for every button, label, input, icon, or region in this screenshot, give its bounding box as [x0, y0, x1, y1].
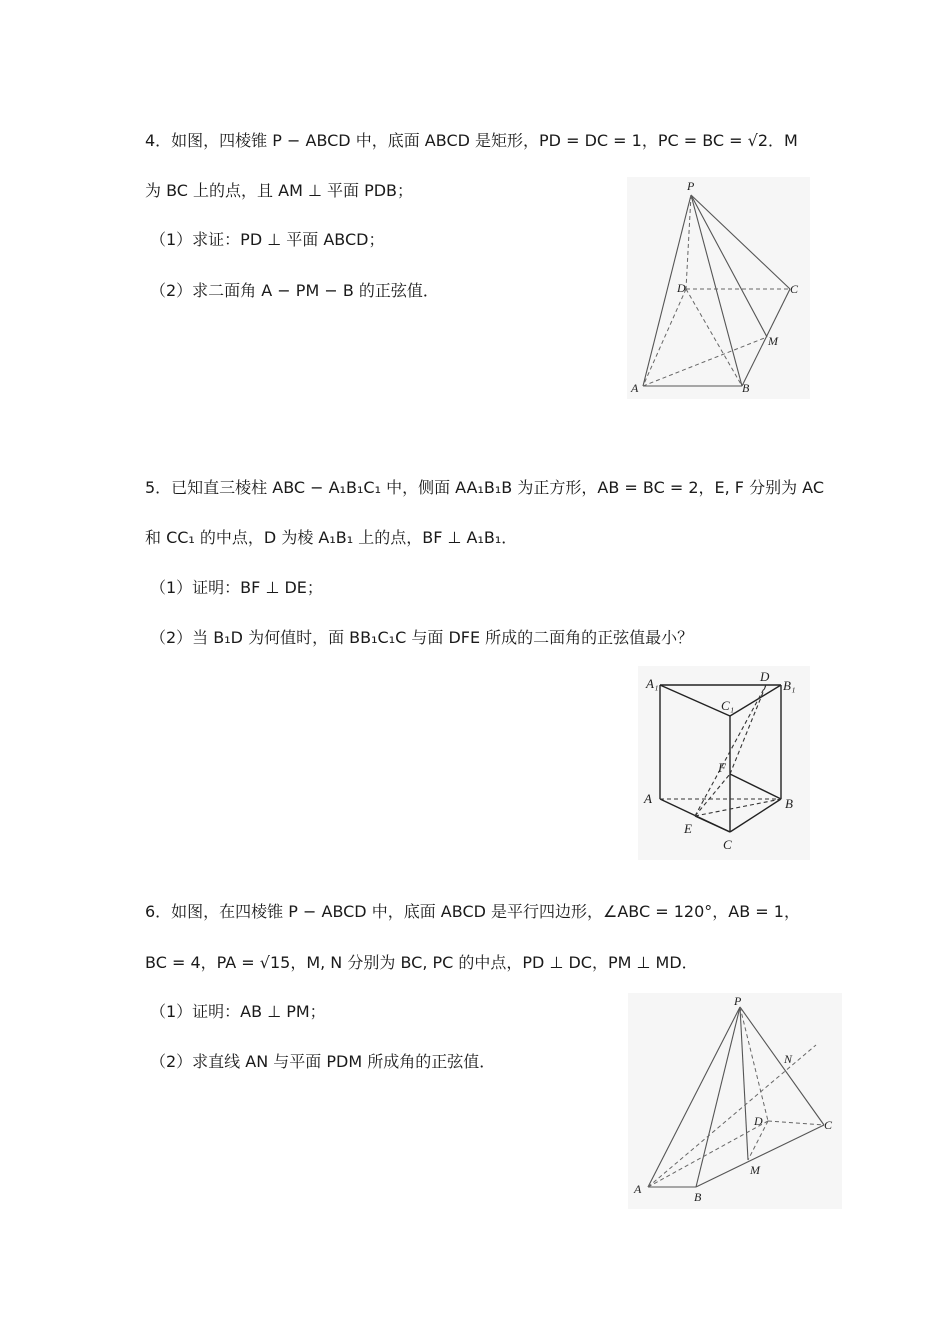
problem-4-part-1: （1）求证：PD ⊥ 平面 ABCD；: [150, 230, 385, 249]
label-A: A: [644, 791, 652, 806]
label-C: C: [824, 1118, 833, 1132]
problem-6-line-1: 6．如图，在四棱锥 P − ABCD 中，底面 ABCD 是平行四边形，∠ABC = 120°，AB = 1，: [145, 902, 800, 921]
label-C: C: [790, 282, 799, 296]
label-N: N: [784, 1052, 793, 1066]
problem-4-line-1: 4．如图，四棱锥 P − ABCD 中，底面 ABCD 是矩形，PD = DC = 1，PC = BC = √2．M: [145, 131, 798, 150]
label-C1: C₁: [721, 698, 735, 713]
label-A1: A₁: [646, 676, 659, 691]
label-A: A: [634, 1182, 642, 1196]
label-M: M: [768, 334, 778, 348]
problem-6-part-2: （2）求直线 AN 与平面 PDM 所成角的正弦值．: [150, 1052, 496, 1071]
problem-5-line-1: 5．已知直三棱柱 ABC − A₁B₁C₁ 中，侧面 AA₁B₁B 为正方形，AB = BC = 2，E, F 分别为 AC: [145, 478, 824, 497]
problem-4-line-2: 为 BC 上的点，且 AM ⊥ 平面 PDB；: [145, 181, 414, 200]
figure-pyramid-6: [628, 993, 842, 1209]
label-D: D: [677, 281, 686, 295]
label-B: B: [742, 381, 750, 395]
problem-6-line-2: BC = 4，PA = √15，M, N 分别为 BC, PC 的中点，PD ⊥ DC，PM ⊥ MD．: [145, 953, 698, 972]
label-B1: B₁: [783, 678, 796, 693]
label-D: D: [754, 1114, 763, 1128]
problem-4-part-2: （2）求二面角 A − PM − B 的正弦值．: [150, 281, 439, 300]
problem-6-part-1: （1）证明：AB ⊥ PM；: [150, 1002, 326, 1021]
label-P: P: [687, 179, 695, 193]
label-E: E: [684, 821, 692, 836]
label-P: P: [734, 994, 742, 1008]
problem-5-part-1: （1）证明：BF ⊥ DE；: [150, 578, 323, 597]
label-M: M: [750, 1163, 760, 1177]
figure-pyramid-4: [627, 177, 810, 399]
problem-5-line-2: 和 CC₁ 的中点，D 为棱 A₁B₁ 上的点，BF ⊥ A₁B₁．: [145, 528, 518, 547]
label-F: F: [718, 760, 726, 775]
label-D: D: [760, 669, 770, 684]
label-A: A: [631, 381, 639, 395]
label-C: C: [723, 837, 732, 852]
figure-prism-5: [638, 666, 810, 860]
label-B: B: [785, 796, 793, 811]
problem-5-part-2: （2）当 B₁D 为何值时，面 BB₁C₁C 与面 DFE 所成的二面角的正弦值最小？: [150, 628, 694, 647]
label-B: B: [694, 1190, 702, 1204]
